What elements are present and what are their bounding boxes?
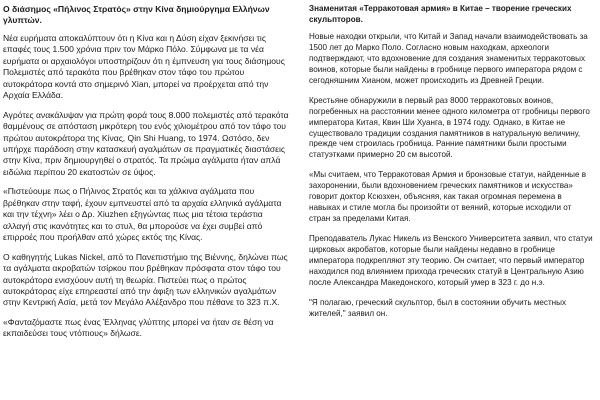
greek-article-title: Ο διάσημος «Πήλινος Στρατός» στην Κίνα δημιούργημα Ελλήνων γλυπτών. <box>3 4 270 26</box>
russian-paragraph-3: «Мы считаем, что Терракотовая Армия и бронзовые статуи, найденные в захоронении, были вдохновением греческих памятников и искусства» говорит доктор Ксюзхен, объясняя, как такая огромная перемена в навыках и стиле могла бы произойти от веяний, которые исходили от стран за пределами Китая. <box>309 170 587 224</box>
russian-article-title: Знаменитая «Терракотовая армия» в Китае – творение греческих скульпторов. <box>309 4 572 24</box>
russian-paragraph-4: Преподаватель Лукас Никель из Венского Университета заявил, что статуи цирковых акробатов, которые были найдены недавно в гробнице императора подкрепляют эту теорию. Он считает, что первый император находился под влиянием прихода греческих статуй в Центральную Азию после Александра Македонского, который умер в 323 г. до н.э. <box>309 234 593 287</box>
russian-paragraph-5: "Я полагаю, греческий скульптор, был в состоянии обучить местных жителей," заявил он. <box>309 297 566 318</box>
russian-article-column <box>300 0 600 400</box>
russian-paragraph-2: Крестьяне обнаружили в первый раз 8000 терракотовых воинов, погребенных на расстоянии менее одного километра от гробницы первого императора Китая, Квин Ши Хуанга, в 1974 году. Однако, в Китае не существовало традиции создания памятников в натуральную величину, прежде чем строилась гробница. Ранние памятники были простыми статуэтками примерно 20 см высотой. <box>309 95 590 160</box>
greek-paragraph-4: Ο καθηγητής Lukas Nickel, από το Πανεπιστήμιο της Βιέννης, δηλώνει πως τα αγάλματα ακροβατών τσίρκου που βρέθηκαν πρόσφατα στον τάφο του αυτοκράτορα ενισχύουν αυτή τη θεωρία. Πιστεύει πως ο πρώτος αυτοκράτορας είχε επηρεαστεί από την άφιξη των ελληνικών αγαλμάτων στην Κεντρική Ασία, μετά τον Μεγάλο Αλέξανδρο που πέθανε το 323 π.Χ. <box>3 251 288 308</box>
greek-paragraph-3: «Πιστεύουμε πως ο Πήλινος Στρατός και τα χάλκινα αγάλματα που βρέθηκαν στην ταφή, έχουν εμπνευστεί από τα αρχαία ελληνικά αγάλματα και την τέχνη» λέει ο Δρ. Xiuzhen εξηγώντας πως μια τέτοια τεράστια αλλαγή στις ικανότητες και το στυλ, θα μπορούσε να έχει συμβεί από επιρροές που προήλθαν από χώρες εκτός της Κίνας. <box>3 186 282 243</box>
greek-paragraph-2: Αγρότες ανακάλυψαν για πρώτη φορά τους 8.000 πολεμιστές από τερακότα θαμμένους σε απόσταση μικρότερη του ενός χιλιομέτρου από τον τάφο του πρώτου αυτοκράτορα της Κίνας, Qin Shi Huang, το 1974. Ωστόσο, δεν υπήρχε παράδοση στην κατασκευή αγαλμάτων σε πραγματικές διαστάσεις στην Κίνα, πριν δημιουργηθεί ο στρατός. Τα πρώιμα αγάλματα ήταν απλά ειδώλια περίπου 20 εκατοστών σε ύψος. <box>3 109 289 177</box>
greek-paragraph-5: «Φανταζόμαστε πως ένας Έλληνας γλύπτης μπορεί να ήταν σε θέση να εκπαιδεύσει τους ντόπιους» δήλωσε. <box>3 316 274 339</box>
russian-paragraph-1: Новые находки открыли, что Китай и Запад начали взаимодействовать за 1500 лет до Марко Поло. Согласно новым находкам, археологи подтверждают, что вдохновение для создания знаменитых терракотовых воинов, которые были найдены в гробнице первого императора рядом с сегодняшним Хианом, может происходить из Древней Греции. <box>309 31 588 85</box>
greek-paragraph-1: Νέα ευρήματα αποκαλύπτουν ότι η Κίνα και η Δύση είχαν ξεκινήσει τις επαφές τους 1.500 χρόνια πριν τον Μάρκο Πόλο. Σύμφωνα με τα νέα ευρήματα οι αρχαιολόγοι υποστηρίζουν ότι η έμπνευση για τους διάσημους Πολεμιστές από τερακότα που βρέθηκαν στον τάφο του πρώτου αυτοκράτορα κοντά στο σημερινό Xian, μπορεί να προέρχεται από την Αρχαία Ελλάδα. <box>3 32 285 101</box>
